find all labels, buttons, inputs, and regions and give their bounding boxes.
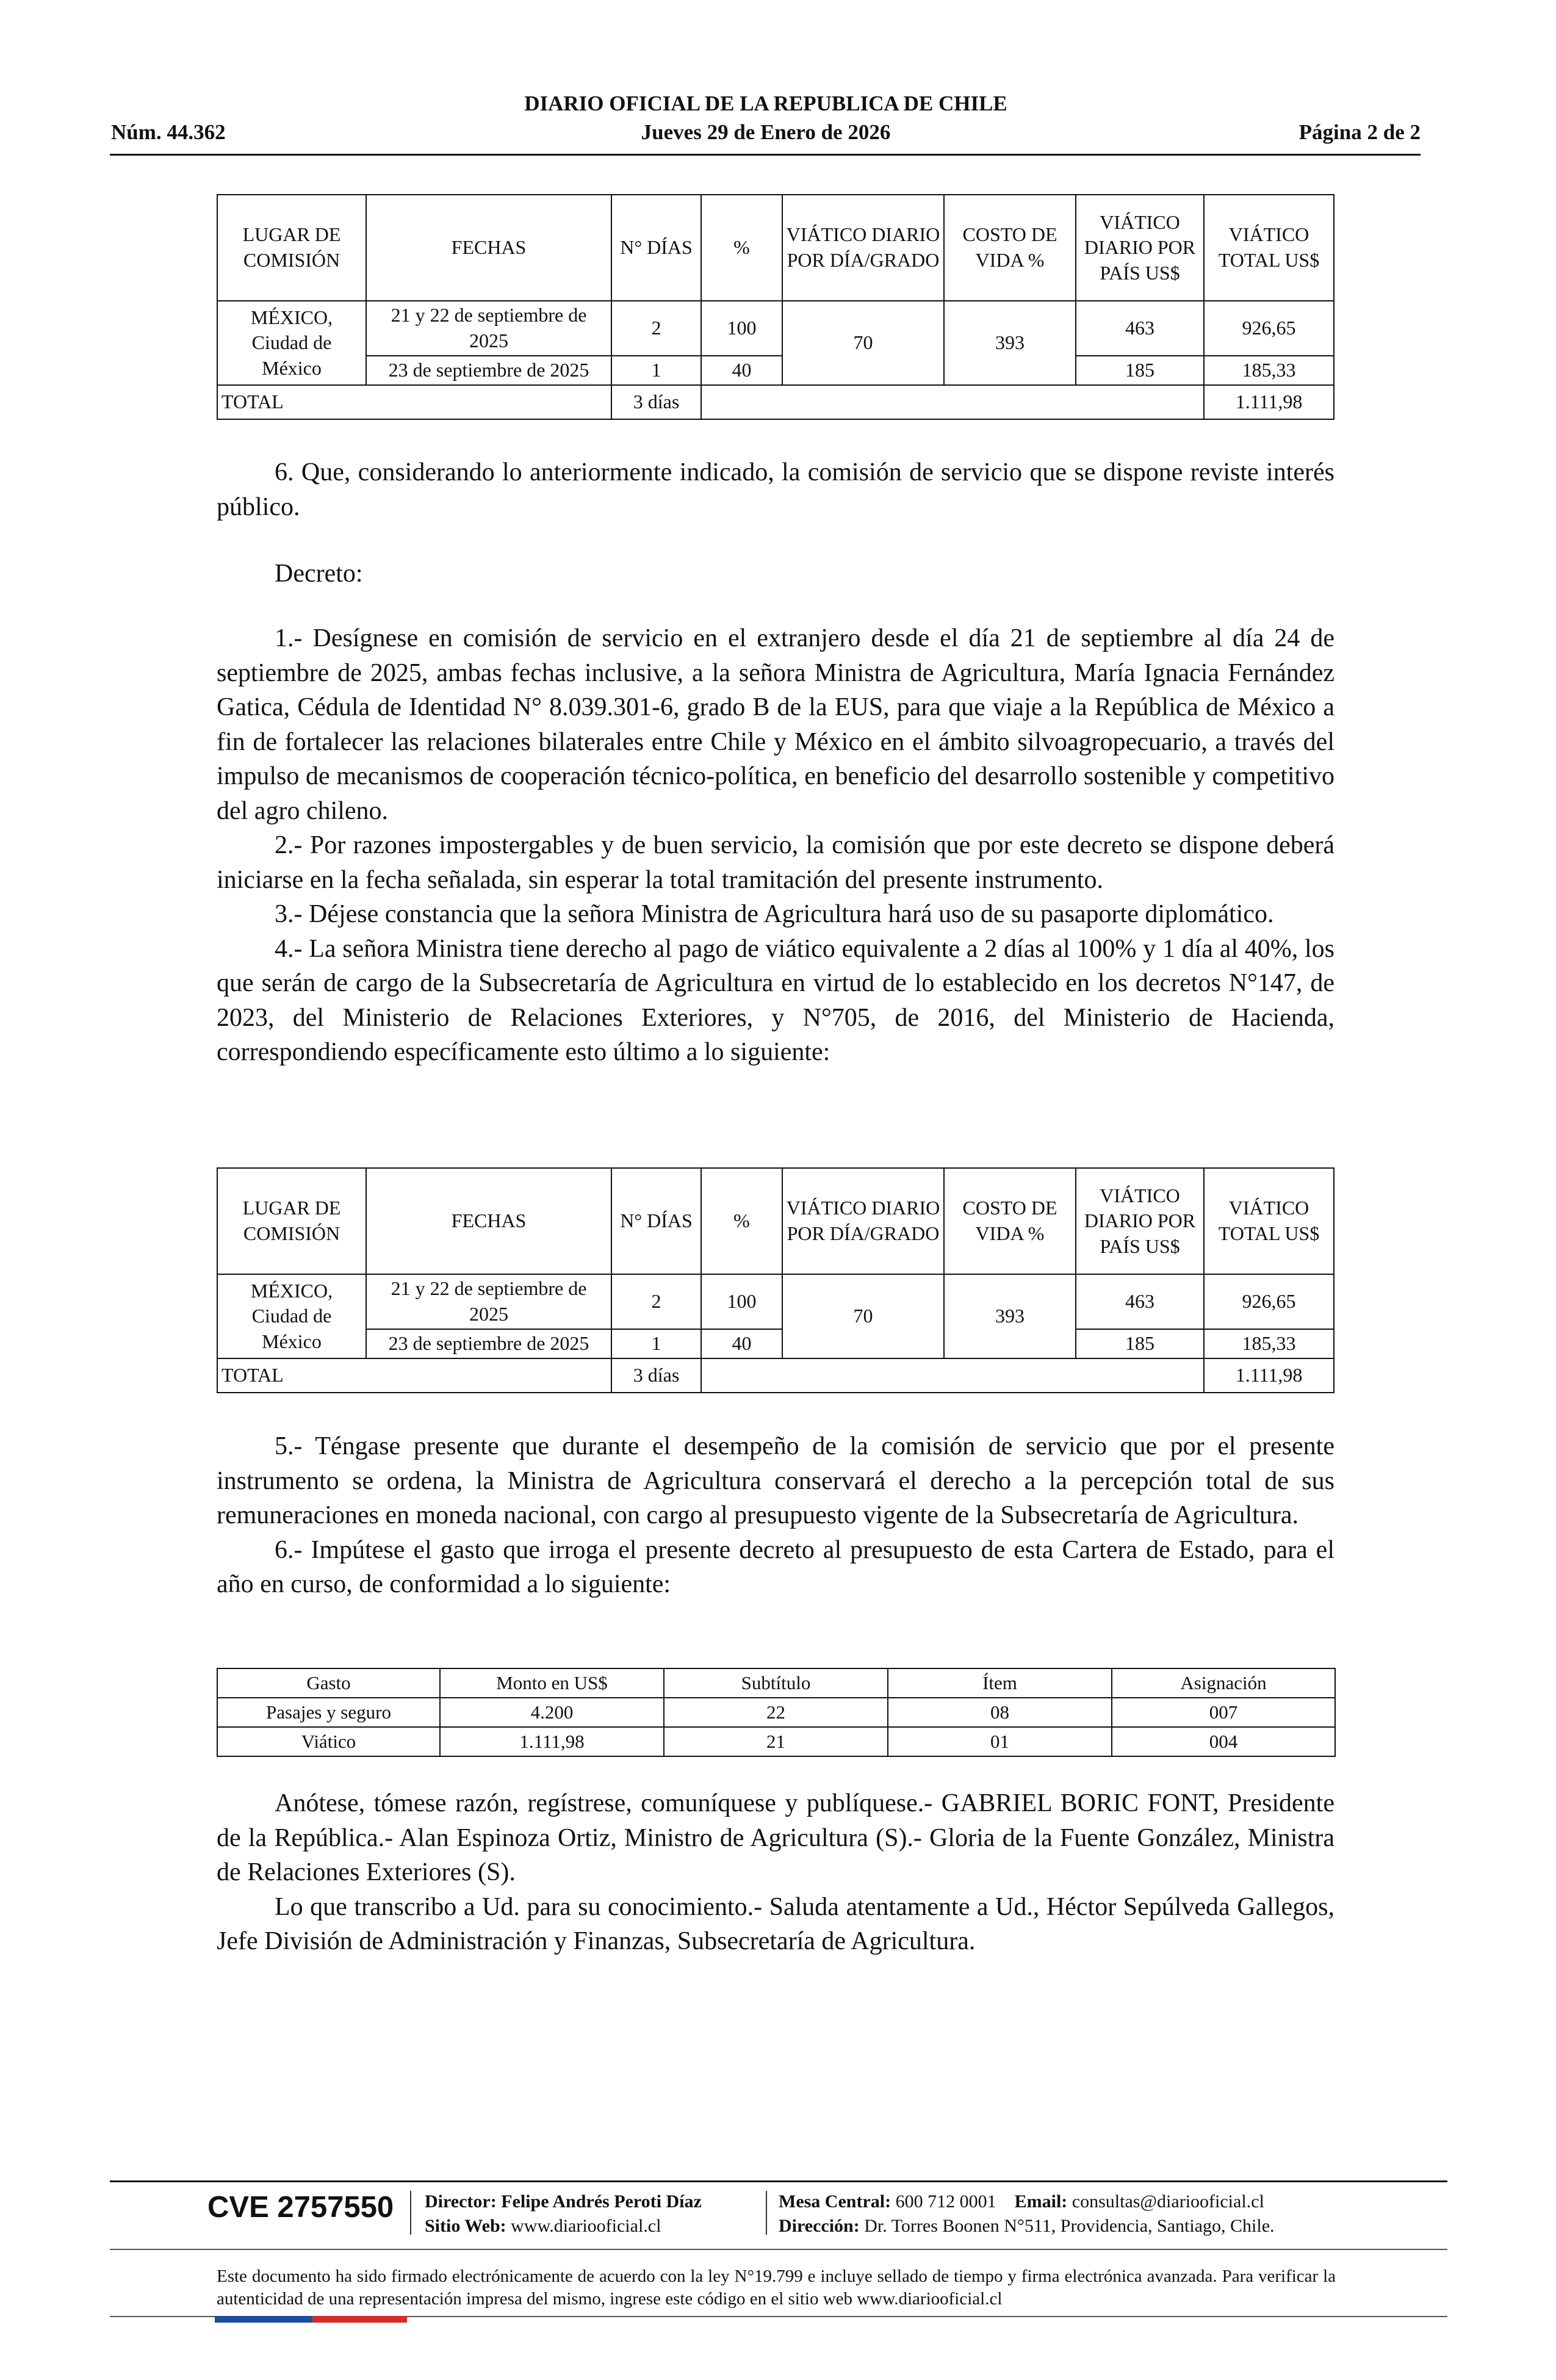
article-4: 4.- La señora Ministra tiene derecho al pago de viático equivalente a 2 días al 100% y 1 día al 40%, los que serán de cargo de la Subsecretaría de Agricultura en virtud de lo establecido en los decretos N°147, de 2023, del Ministerio de Relaciones Exteriores, y N°705, de 2016, del Ministerio de Hacienda, correspondiendo específicamente esto último a lo siguiente: [217,934,1334,1066]
row2-fechas: 23 de septiembre de 2025 [366,356,611,385]
anotese-paragraph: Anótese, tómese razón, regístrese, comuníquese y publíquese.- GABRIEL BORIC FONT, Presidente de la República.- Alan Espinoza Ortiz, Ministro de Agricultura (S).- Gloria de la Fuente González, Ministra de Relaciones Exteriores (S). [217,1789,1334,1886]
article-3: 3.- Déjese constancia que la señora Ministra de Agricultura hará uso de su pasaporte diplomático. [275,900,1274,928]
row2-total: 185,33 [1204,1329,1334,1358]
articles-1-4 [217,621,1334,1070]
header-costo-vida: COSTO DE VIDA % [944,195,1076,301]
decreto-heading: Decreto: [275,560,363,588]
article-1: 1.- Desígnese en comisión de servicio en el extranjero desde el día 21 de septiembre al día 24 de septiembre de 2025, ambas fechas inclusive, a la señora Ministra de Agricultura, María Ignacia Fernández Gatica, Cédula de Identidad N° 8.039.301-6, grado B de la EUS, para que viaje a la República de México a fin de fortalecer las relaciones bilaterales entre Chile y México en el ámbito silvoagropecuario, a través del impulso de mecanismos de cooperación técnico-política, en beneficio del desarrollo sostenible y competitivo del agro chileno. [217,624,1334,825]
footer-rule [110,2180,1447,2182]
mesa-label: Mesa Central: [779,2191,891,2212]
gasto-header: Subtítulo [664,1668,888,1698]
row1-pct: 100 [701,1274,782,1329]
footer-director-block [425,2190,702,2238]
viatico-table-2 [217,1167,1334,1393]
viatico-dia-cell: 70 [782,1274,944,1358]
gasto-cell: 21 [664,1727,888,1756]
header-costo-vida: COSTO DE VIDA % [944,1168,1076,1274]
header-lugar: LUGAR DE COMISIÓN [217,1168,366,1274]
row2-pct: 40 [701,356,782,385]
table-row [217,1727,1335,1756]
article-2: 2.- Por razones impostergables y de buen servicio, la comisión que por este decreto se dispone deberá iniciarse en la fecha señalada, sin esperar la total tramitación del presente instrumento. [217,831,1334,894]
gasto-cell: Pasajes y seguro [217,1698,440,1727]
transcribo-paragraph: Lo que transcribo a Ud. para su conocimiento.- Saluda atentamente a Ud., Héctor Sepúlveda Gallegos, Jefe División de Administración y Finanzas, Subsecretaría de Agricultura. [217,1892,1334,1955]
footer-divider [410,2191,411,2235]
total-blank [701,1358,1204,1393]
viatico-dia-cell: 70 [782,301,944,385]
header-dias: N° DÍAS [611,1168,701,1274]
mesa-phone: 600 712 0001 [895,2191,996,2212]
header-pct: % [701,1168,782,1274]
header-dias: N° DÍAS [611,195,701,301]
row2-dias: 1 [611,356,701,385]
gasto-cell: 007 [1112,1698,1335,1727]
considerando-6: 6. Que, considerando lo anteriormente indicado, la comisión de servicio que se dispone reviste interés público. [217,458,1334,521]
header-viatico-pais: VIÁTICO DIARIO POR PAÍS US$ [1076,195,1204,301]
article-5: 5.- Téngase presente que durante el desempeño de la comisión de servicio que por el presente instrumento se ordena, la Ministra de Agricultura conservará el derecho a la percepción total de sus remuneraciones en moneda nacional, con cargo al presupuesto vigente de la Subsecretaría de Agricultura. [217,1432,1334,1529]
total-value: 1.111,98 [1204,1358,1334,1393]
email-link[interactable]: consultas@diariooficial.cl [1072,2191,1264,2212]
director-name: Felipe Andrés Peroti Díaz [501,2191,702,2212]
header-viatico-pais: VIÁTICO DIARIO POR PAÍS US$ [1076,1168,1204,1274]
gasto-cell: 4.200 [440,1698,664,1727]
table-row [217,1698,1335,1727]
total-label: TOTAL [217,385,611,419]
lugar-cell: MÉXICO, Ciudad de México [217,1274,366,1358]
total-dias: 3 días [611,385,701,419]
gasto-header-row [217,1668,1335,1698]
gasto-header: Ítem [888,1668,1112,1698]
gasto-cell: 22 [664,1698,888,1727]
cve-code: CVE 2757550 [207,2191,394,2224]
footer-divider [766,2191,767,2235]
row1-pais: 463 [1076,1274,1204,1329]
viatico-table-1 [217,194,1334,420]
row1-dias: 2 [611,1274,701,1329]
row1-pct: 100 [701,301,782,356]
direccion-label: Dirección: [779,2216,860,2236]
total-dias: 3 días [611,1358,701,1393]
sitio-link[interactable]: www.diariooficial.cl [511,2216,661,2236]
row2-pais: 185 [1076,356,1204,385]
row2-pct: 40 [701,1329,782,1358]
row1-dias: 2 [611,301,701,356]
row2-fechas: 23 de septiembre de 2025 [366,1329,611,1358]
newspaper-title: DIARIO OFICIAL DE LA REPUBLICA DE CHILE [524,92,1007,115]
closing [217,1786,1334,1959]
row2-pais: 185 [1076,1329,1204,1358]
gasto-table [217,1668,1336,1757]
header-fechas: FECHAS [366,1168,611,1274]
header-pct: % [701,195,782,301]
header-rule [110,154,1421,156]
costo-vida-cell: 393 [944,301,1076,385]
footer-contact-block [779,2190,1275,2238]
header-fechas: FECHAS [366,195,611,301]
flag-bar-red [312,2316,407,2323]
row1-pais: 463 [1076,301,1204,356]
gasto-cell: Viático [217,1727,440,1756]
costo-vida-cell: 393 [944,1274,1076,1358]
gasto-header: Monto en US$ [440,1668,664,1698]
total-label: TOTAL [217,1358,611,1393]
lugar-cell: MÉXICO, Ciudad de México [217,301,366,385]
articles-5-6 [217,1429,1334,1602]
signature-note: Este documento ha sido firmado electrónicamente de acuerdo con la ley N°19.799 e incluye sellado de tiempo y firma electrónica avanzada. Para verificar la autenticidad de una representación impresa del mismo, ingrese este código en el sitio web www.diariooficial.cl [217,2266,1336,2309]
gasto-header: Gasto [217,1668,440,1698]
direccion-value: Dr. Torres Boonen N°511, Providencia, Santiago, Chile. [864,2216,1275,2236]
issue-number: Núm. 44.362 [111,120,226,144]
header-lugar: LUGAR DE COMISIÓN [217,195,366,301]
director-label: Director: [425,2191,497,2212]
page-number: Página 2 de 2 [1298,120,1421,144]
sitio-label: Sitio Web: [425,2216,506,2236]
total-value: 1.111,98 [1204,385,1334,419]
gasto-cell: 004 [1112,1727,1335,1756]
email-label: Email: [1014,2191,1068,2212]
header-viatico-diario: VIÁTICO DIARIO POR DÍA/GRADO [782,195,944,301]
footer-rule [110,2249,1447,2250]
header-viatico-total: VIÁTICO TOTAL US$ [1204,195,1334,301]
row1-fechas: 21 y 22 de septiembre de 2025 [366,301,611,356]
row1-fechas: 21 y 22 de septiembre de 2025 [366,1274,611,1329]
article-6: 6.- Impútese el gasto que irroga el presente decreto al presupuesto de esta Cartera de Estado, para el año en curso, de conformidad a lo siguiente: [217,1535,1334,1598]
header-viatico-diario: VIÁTICO DIARIO POR DÍA/GRADO [782,1168,944,1274]
total-blank [701,385,1204,419]
row1-total: 926,65 [1204,1274,1334,1329]
gasto-cell: 1.111,98 [440,1727,664,1756]
issue-date: Jueves 29 de Enero de 2026 [641,120,891,144]
flag-bar-blue [215,2316,312,2323]
row1-total: 926,65 [1204,301,1334,356]
header-viatico-total: VIÁTICO TOTAL US$ [1204,1168,1334,1274]
gasto-cell: 01 [888,1727,1112,1756]
gasto-header: Asignación [1112,1668,1335,1698]
row2-total: 185,33 [1204,356,1334,385]
gasto-cell: 08 [888,1698,1112,1727]
row2-dias: 1 [611,1329,701,1358]
